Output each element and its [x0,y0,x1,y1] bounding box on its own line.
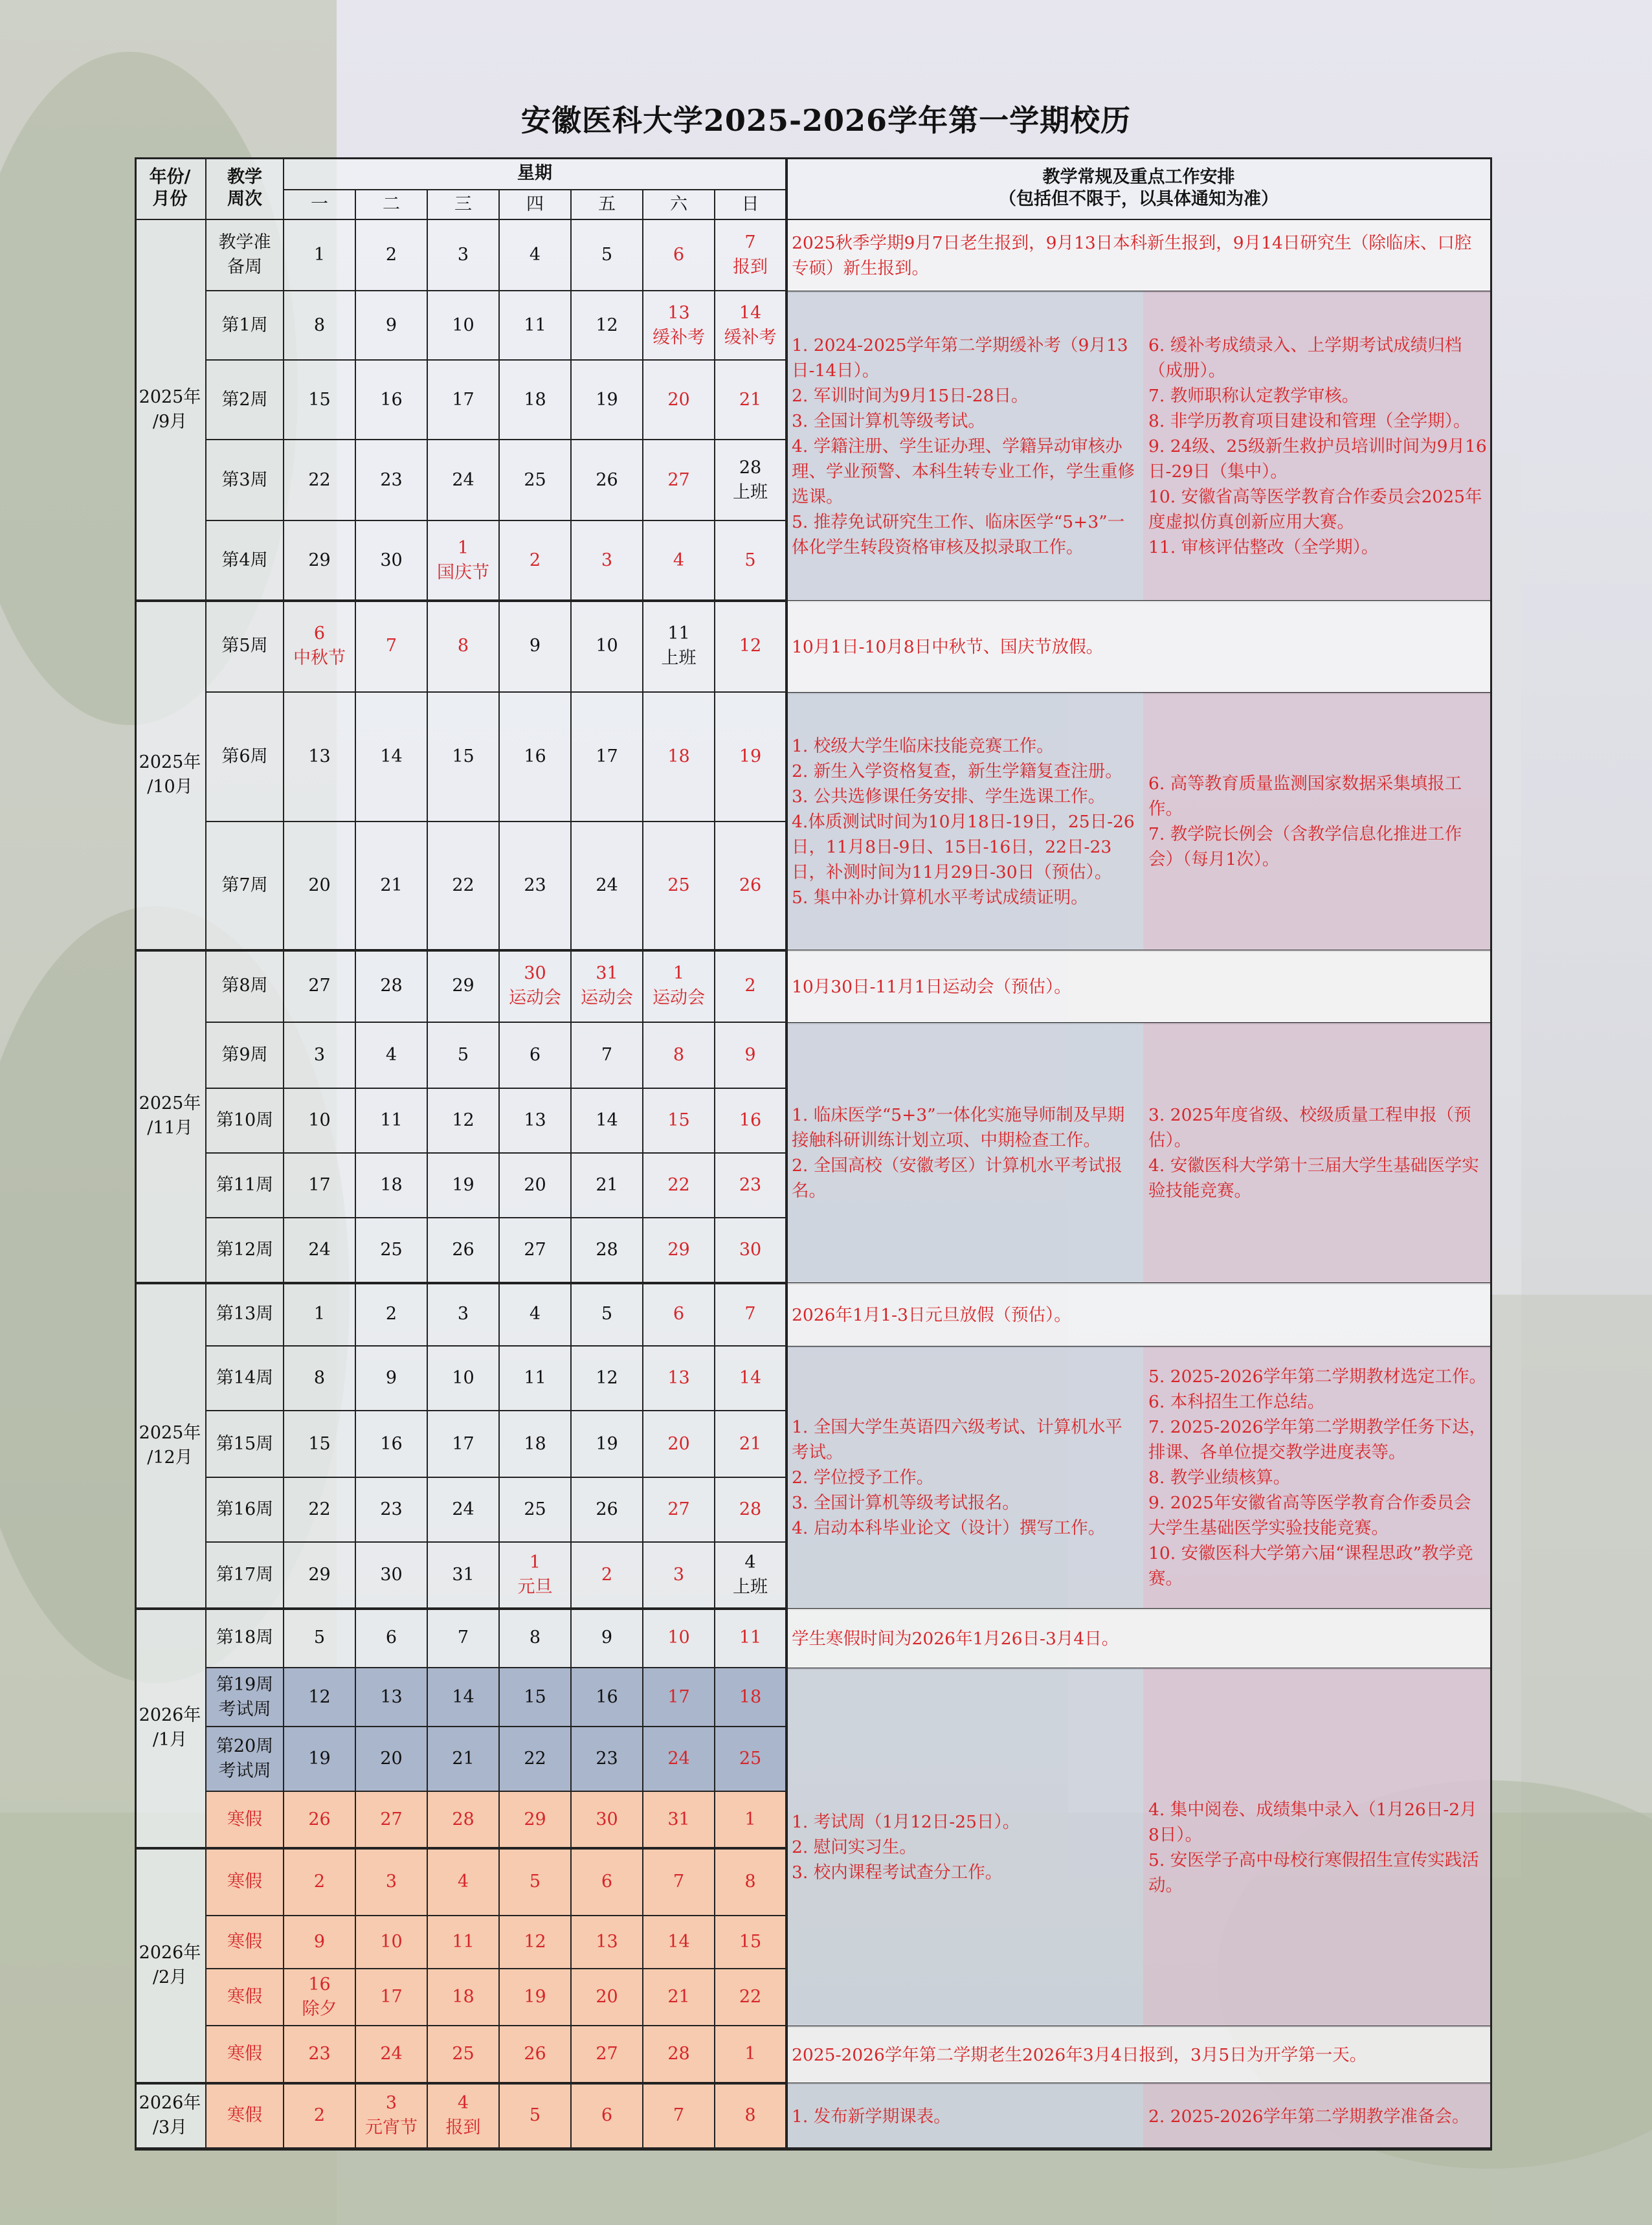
day-cell: 2 [356,220,428,291]
day-cell: 22 [428,822,500,950]
day-cell: 7 [643,2083,715,2149]
day-cell: 24 [428,440,500,521]
day-cell: 10 [572,601,643,693]
day-cell: 5 [500,1848,572,1916]
notes-text: 学生寒假时间为2026年1月26日-3月4日。 [787,1609,1492,1668]
notes-text: 10月30日-11月1日运动会（预估）。 [787,950,1492,1023]
day-cell: 24 [428,1478,500,1543]
day-cell: 26 [428,1218,500,1283]
day-cell: 10 [428,1347,500,1411]
day-cell: 19 [572,1411,643,1478]
day-cell: 30 [715,1218,787,1283]
day-cell: 27 [643,1478,715,1543]
day-cell: 6 [500,1023,572,1089]
day-cell: 20 [356,1727,428,1792]
day-cell: 15 [715,1916,787,1969]
week-label: 第14周 [206,1347,284,1411]
day-cell: 1 [284,1283,356,1347]
month-label: 2025年 /10月 [135,601,206,950]
week-label: 第9周 [206,1023,284,1089]
notes-text-left: 1. 考试周（1月12日-25日）。 2. 慰问实习生。 3. 校内课程考试查分工作。 [787,1668,1143,2026]
day-cell: 27 [643,440,715,521]
day-cell: 20 [500,1154,572,1218]
week-label: 寒假 [206,2026,284,2083]
day-cell: 17 [428,1411,500,1478]
header-weekday-group: 星期 [284,157,787,190]
day-cell: 23 [356,1478,428,1543]
day-cell: 5 [572,220,643,291]
day-cell: 12 [572,1347,643,1411]
day-cell: 21 [715,361,787,440]
day-cell: 7 报到 [715,220,787,291]
day-cell: 11 [500,1347,572,1411]
month-label: 2025年 /11月 [135,950,206,1283]
week-label: 第18周 [206,1609,284,1668]
day-cell: 12 [572,291,643,361]
header-weekday: 三 [428,190,500,220]
day-cell: 18 [356,1154,428,1218]
day-cell: 16 [715,1089,787,1154]
month-divider [135,950,787,952]
header-year-month: 年份/ 月份 [135,157,206,220]
week-label: 寒假 [206,1848,284,1916]
day-cell: 16 除夕 [284,1969,356,2026]
day-cell: 29 [428,950,500,1023]
day-cell: 14 [356,693,428,822]
day-cell: 4 上班 [715,1543,787,1609]
day-cell: 14 [428,1668,500,1727]
notes-text-right: 3. 2025年度省级、校级质量工程申报（预估）。 4. 安徽医科大学第十三届大学生基础医学实验技能竞赛。 [1143,1023,1492,1283]
day-cell: 8 [643,1023,715,1089]
day-cell: 9 [572,1609,643,1668]
month-label: 2025年 /12月 [135,1283,206,1609]
day-cell: 31 [643,1792,715,1848]
day-cell: 16 [500,693,572,822]
day-cell: 30 运动会 [500,950,572,1023]
week-label: 第10周 [206,1089,284,1154]
day-cell: 29 [500,1792,572,1848]
day-cell: 23 [715,1154,787,1218]
day-cell: 22 [500,1727,572,1792]
notes-text: 10月1日-10月8日中秋节、国庆节放假。 [787,601,1492,693]
day-cell: 17 [428,361,500,440]
day-cell: 15 [500,1668,572,1727]
day-cell: 5 [500,2083,572,2149]
day-cell: 19 [428,1154,500,1218]
day-cell: 27 [356,1792,428,1848]
day-cell: 17 [572,693,643,822]
notes-text-right: 2. 2025-2026学年第二学期教学准备会。 [1143,2083,1492,2149]
day-cell: 24 [284,1218,356,1283]
week-label: 第1周 [206,291,284,361]
week-label: 寒假 [206,1916,284,1969]
day-cell: 4 报到 [428,2083,500,2149]
day-cell: 7 [715,1283,787,1347]
day-cell: 3 [643,1543,715,1609]
day-cell: 1 [715,2026,787,2083]
day-cell: 12 [715,601,787,693]
day-cell: 13 [643,1347,715,1411]
day-cell: 31 运动会 [572,950,643,1023]
notes-text: 2025秋季学期9月7日老生报到，9月13日本科新生报到，9月14日研究生（除临床、口腔专硕）新生报到。 [787,220,1492,291]
day-cell: 5 [428,1023,500,1089]
day-cell: 22 [643,1154,715,1218]
day-cell: 27 [572,2026,643,2083]
day-cell: 18 [643,693,715,822]
day-cell: 7 [428,1609,500,1668]
week-label: 第4周 [206,521,284,601]
day-cell: 9 [500,601,572,693]
day-cell: 15 [643,1089,715,1154]
notes-text-right: 5. 2025-2026学年第二学期教材选定工作。 6. 本科招生工作总结。 7. 2025-2026学年第二学期教学任务下达，排课、各单位提交教学进度表等。 8. 教学业绩核算。 9. 2025年安徽省高等医学教育合作委员会大学生基础医学实验技能竞赛。 10. 安徽医科大学第六届“课程思政”教学竞赛。 [1143,1347,1492,1609]
day-cell: 25 [715,1727,787,1792]
day-cell: 5 [284,1609,356,1668]
day-cell: 25 [428,2026,500,2083]
header-weekday: 二 [356,190,428,220]
notes-divider [787,2149,1492,2151]
day-cell: 2 [356,1283,428,1347]
week-label: 寒假 [206,1792,284,1848]
month-divider [135,1848,787,1850]
header-weekday: 四 [500,190,572,220]
day-cell: 21 [715,1411,787,1478]
day-cell: 19 [284,1727,356,1792]
month-label: 2026年 /2月 [135,1848,206,2083]
day-cell: 5 [572,1283,643,1347]
day-cell: 22 [284,1478,356,1543]
day-cell: 23 [572,1727,643,1792]
month-divider [135,600,787,602]
notes-text-left: 1. 发布新学期课表。 [787,2083,1143,2149]
notes-text-right: 6. 高等教育质量监测国家数据采集填报工作。 7. 教学院长例会（含教学信息化推进工作会）（每月1次）。 [1143,693,1492,950]
day-cell: 6 中秋节 [284,601,356,693]
day-cell: 28 [356,950,428,1023]
day-cell: 8 [715,2083,787,2149]
day-cell: 8 [284,291,356,361]
day-cell: 26 [715,822,787,950]
day-cell: 13 [572,1916,643,1969]
day-cell: 11 [428,1916,500,1969]
day-cell: 1 国庆节 [428,521,500,601]
day-cell: 21 [356,822,428,950]
day-cell: 4 [500,220,572,291]
week-label: 教学准 备周 [206,220,284,291]
day-cell: 18 [715,1668,787,1727]
day-cell: 18 [428,1969,500,2026]
day-cell: 30 [572,1792,643,1848]
notes-text-right: 4. 集中阅卷、成绩集中录入（1月26日-2月8日）。 5. 安医学子高中母校行寒假招生宣传实践活动。 [1143,1668,1492,2026]
day-cell: 3 [356,1848,428,1916]
month-divider [135,1282,787,1284]
day-cell: 29 [284,1543,356,1609]
day-cell: 24 [356,2026,428,2083]
header-week-no: 教学 周次 [206,157,284,220]
day-cell: 11 [356,1089,428,1154]
week-label: 第16周 [206,1478,284,1543]
day-cell: 10 [356,1916,428,1969]
day-cell: 3 元宵节 [356,2083,428,2149]
day-cell: 1 元旦 [500,1543,572,1609]
day-cell: 2 [500,521,572,601]
month-label: 2026年 /1月 [135,1609,206,1848]
day-cell: 3 [428,220,500,291]
notes-text: 2025-2026学年第二学期老生2026年3月4日报到，3月5日为开学第一天。 [787,2026,1492,2083]
week-label: 第20周 考试周 [206,1727,284,1792]
day-cell: 4 [500,1283,572,1347]
day-cell: 13 [356,1668,428,1727]
day-cell: 19 [715,693,787,822]
day-cell: 21 [572,1154,643,1218]
day-cell: 25 [500,1478,572,1543]
day-cell: 10 [643,1609,715,1668]
month-divider [135,2083,787,2085]
week-label: 第13周 [206,1283,284,1347]
day-cell: 3 [428,1283,500,1347]
day-cell: 16 [572,1668,643,1727]
header-weekday: 日 [715,190,787,220]
day-cell: 20 [572,1969,643,2026]
notes-text-left: 1. 2024-2025学年第二学期缓补考（9月13日-14日）。 2. 军训时间为9月15日-28日。 3. 全国计算机等级考试。 4. 学籍注册、学生证办理、学籍异动审核办理、学业预警、本科生转专业工作，学生重修选课。 5. 推荐免试研究生工作、临床医学“5+3”一体化学生转段资格审核及拟录取工作。 [787,291,1143,601]
day-cell: 30 [356,1543,428,1609]
day-cell: 29 [284,521,356,601]
day-cell: 20 [284,822,356,950]
day-cell: 7 [356,601,428,693]
day-cell: 8 [500,1609,572,1668]
day-cell: 15 [428,693,500,822]
day-cell: 25 [500,440,572,521]
day-cell: 25 [356,1218,428,1283]
month-label: 2025年 /9月 [135,220,206,601]
day-cell: 3 [572,521,643,601]
page-title: 安徽医科大学2025-2026学年第一学期校历 [520,103,1132,138]
day-cell: 6 [643,1283,715,1347]
day-cell: 4 [428,1848,500,1916]
day-cell: 20 [643,361,715,440]
day-cell: 8 [715,1848,787,1916]
day-cell: 6 [356,1609,428,1668]
day-cell: 27 [284,950,356,1023]
day-cell: 1 [715,1792,787,1848]
header-weekday: 六 [643,190,715,220]
day-cell: 17 [643,1668,715,1727]
day-cell: 10 [284,1089,356,1154]
day-cell: 24 [572,822,643,950]
day-cell: 12 [428,1089,500,1154]
week-label: 寒假 [206,1969,284,2026]
notes-text-right: 6. 缓补考成绩录入、上学期考试成绩归档（成册）。 7. 教师职称认定教学审核。 8. 非学历教育项目建设和管理（全学期）。 9. 24级、25级新生救护员培训时间为9月16日-29日（集中）。 10. 安徽省高等医学教育合作委员会2025年度虚拟仿真创新应用大赛。 11. 审核评估整改（全学期）。 [1143,291,1492,601]
week-label: 第15周 [206,1411,284,1478]
day-cell: 1 [284,220,356,291]
day-cell: 13 [284,693,356,822]
day-cell: 4 [356,1023,428,1089]
day-cell: 6 [572,1848,643,1916]
day-cell: 7 [572,1023,643,1089]
day-cell: 23 [356,440,428,521]
day-cell: 21 [643,1969,715,2026]
day-cell: 28 [643,2026,715,2083]
day-cell: 9 [715,1023,787,1089]
day-cell: 29 [643,1218,715,1283]
notes-text-left: 1. 临床医学“5+3”一体化实施导师制及早期接触科研训练计划立项、中期检查工作。 2. 全国高校（安徽考区）计算机水平考试报名。 [787,1023,1143,1283]
week-label: 第7周 [206,822,284,950]
day-cell: 24 [643,1727,715,1792]
week-label: 第6周 [206,693,284,822]
notes-text: 2026年1月1-3日元旦放假（预估）。 [787,1283,1492,1347]
header-weekday: 一 [284,190,356,220]
notes-text-left: 1. 校级大学生临床技能竞赛工作。 2. 新生入学资格复查，新生学籍复查注册。 3. 公共选修课任务安排、学生选课工作。 4.体质测试时间为10月18日-19日，25日-26日，11月8日-9日、15日-16日，22日-23日，补测时间为11月29日-30日（预估）。 5. 集中补办计算机水平考试成绩证明。 [787,693,1143,950]
day-cell: 27 [500,1218,572,1283]
notes-text-left: 1. 全国大学生英语四六级考试、计算机水平考试。 2. 学位授予工作。 3. 全国计算机等级考试报名。 4. 启动本科毕业论文（设计）撰写工作。 [787,1347,1143,1609]
day-cell: 9 [356,291,428,361]
day-cell: 25 [643,822,715,950]
day-cell: 9 [356,1347,428,1411]
day-cell: 11 上班 [643,601,715,693]
day-cell: 2 [715,950,787,1023]
day-cell: 31 [428,1543,500,1609]
day-cell: 26 [500,2026,572,2083]
day-cell: 28 [572,1218,643,1283]
day-cell: 3 [284,1023,356,1089]
day-cell: 13 缓补考 [643,291,715,361]
day-cell: 26 [572,440,643,521]
day-cell: 14 [643,1916,715,1969]
day-cell: 19 [500,1969,572,2026]
day-cell: 4 [643,521,715,601]
day-cell: 28 [428,1792,500,1848]
day-cell: 26 [572,1478,643,1543]
day-cell: 30 [356,521,428,601]
day-cell: 28 [715,1478,787,1543]
header-notes: 教学常规及重点工作安排 （包括但不限于，以具体通知为准） [787,157,1492,220]
day-cell: 13 [500,1089,572,1154]
week-label: 第3周 [206,440,284,521]
header-weekday: 五 [572,190,643,220]
day-cell: 17 [284,1154,356,1218]
day-cell: 16 [356,361,428,440]
day-cell: 19 [572,361,643,440]
day-cell: 18 [500,361,572,440]
day-cell: 14 [715,1347,787,1411]
week-label: 第8周 [206,950,284,1023]
day-cell: 18 [500,1411,572,1478]
week-label: 第2周 [206,361,284,440]
day-cell: 28 上班 [715,440,787,521]
month-divider [135,1608,787,1610]
month-label: 2026年 /3月 [135,2083,206,2149]
month-divider [135,2149,787,2151]
day-cell: 10 [428,291,500,361]
day-cell: 26 [284,1792,356,1848]
day-cell: 8 [284,1347,356,1411]
week-label: 第5周 [206,601,284,693]
week-label: 第17周 [206,1543,284,1609]
day-cell: 14 缓补考 [715,291,787,361]
day-cell: 6 [643,220,715,291]
notes-column-divider [786,157,788,2149]
day-cell: 15 [284,1411,356,1478]
day-cell: 21 [428,1727,500,1792]
day-cell: 6 [572,2083,643,2149]
day-cell: 5 [715,521,787,601]
day-cell: 9 [284,1916,356,1969]
day-cell: 11 [500,291,572,361]
day-cell: 23 [500,822,572,950]
day-cell: 14 [572,1089,643,1154]
week-label: 第11周 [206,1154,284,1218]
day-cell: 22 [715,1969,787,2026]
day-cell: 22 [284,440,356,521]
day-cell: 16 [356,1411,428,1478]
day-cell: 1 运动会 [643,950,715,1023]
day-cell: 23 [284,2026,356,2083]
day-cell: 7 [643,1848,715,1916]
day-cell: 15 [284,361,356,440]
week-label: 第12周 [206,1218,284,1283]
day-cell: 2 [572,1543,643,1609]
day-cell: 12 [500,1916,572,1969]
day-cell: 8 [428,601,500,693]
week-label: 寒假 [206,2083,284,2149]
week-label: 第19周 考试周 [206,1668,284,1727]
day-cell: 17 [356,1969,428,2026]
day-cell: 2 [284,1848,356,1916]
day-cell: 12 [284,1668,356,1727]
day-cell: 20 [643,1411,715,1478]
day-cell: 2 [284,2083,356,2149]
day-cell: 11 [715,1609,787,1668]
